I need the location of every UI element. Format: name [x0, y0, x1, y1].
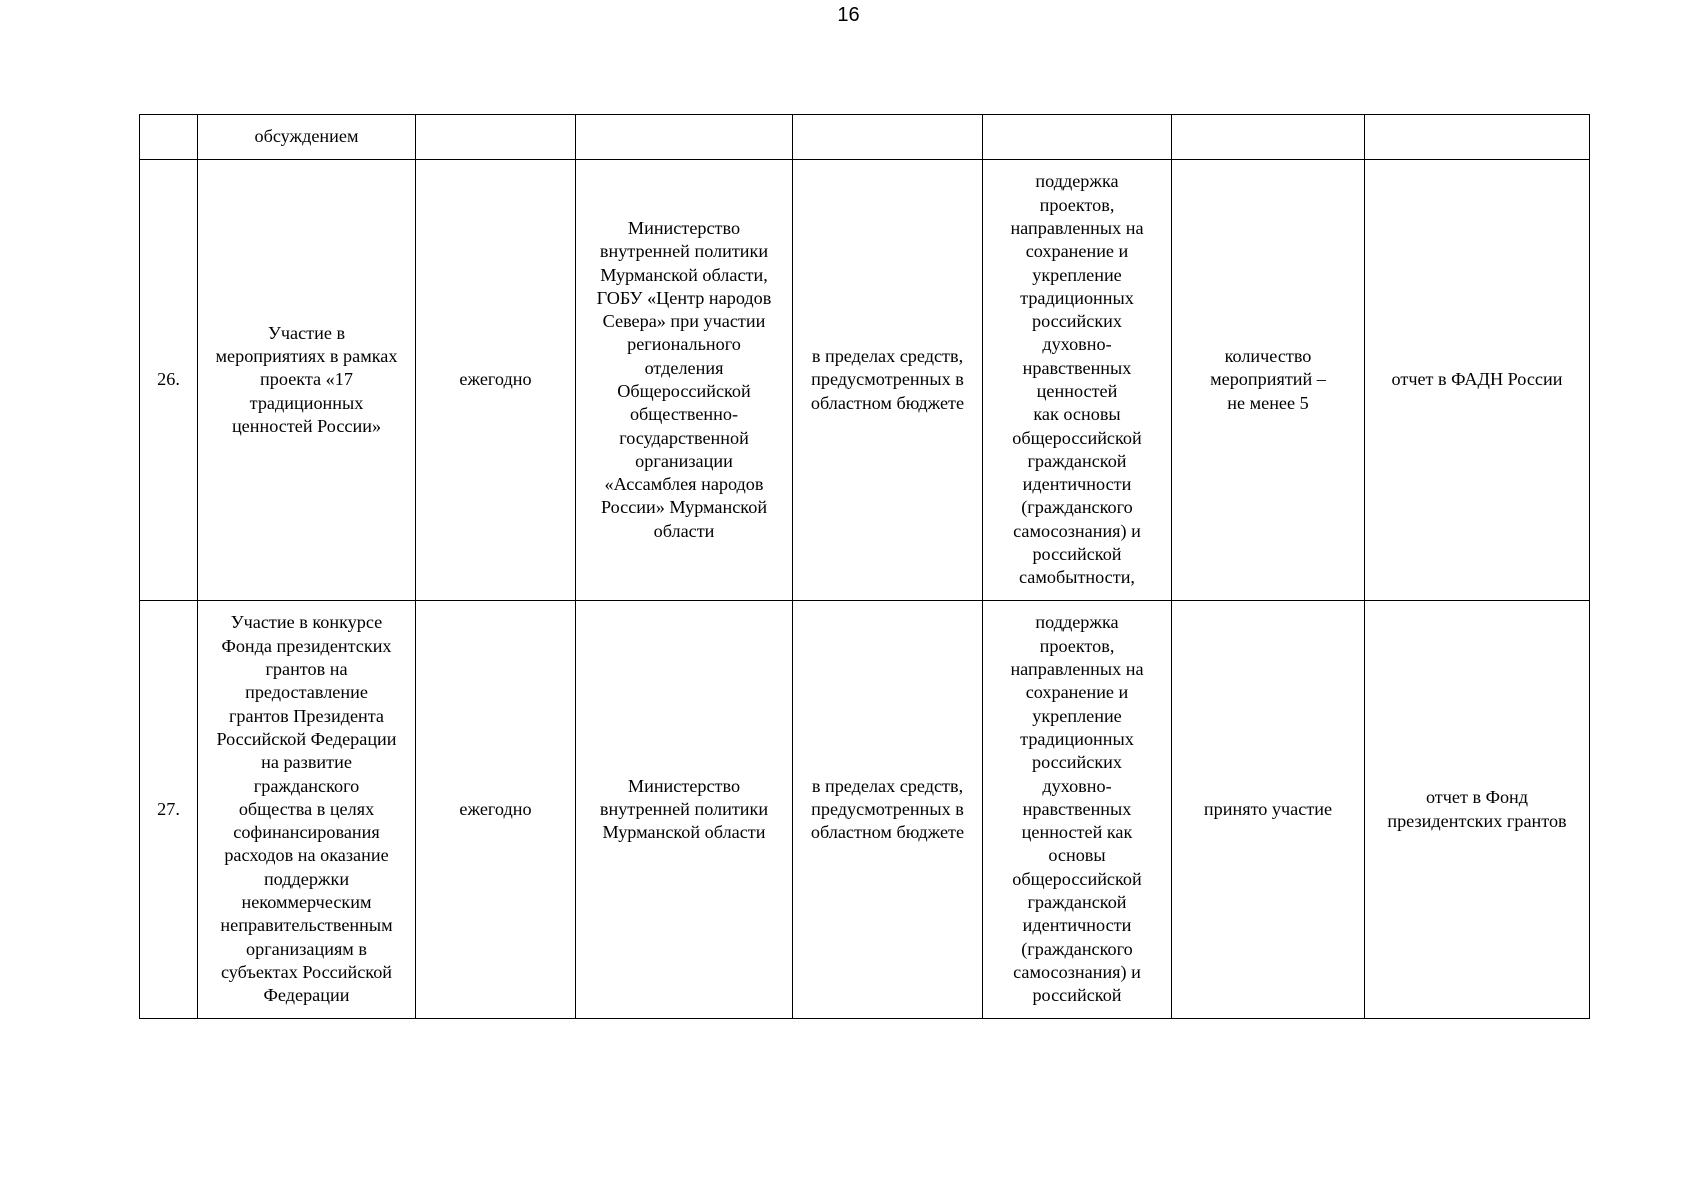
indicator-cell — [1172, 601, 1365, 1019]
cell-text-line: направленных на — [1010, 659, 1144, 680]
cell-text-line: самобытности, — [1019, 567, 1135, 588]
cell-text-line: ценностей как — [1021, 822, 1133, 843]
funding-cell — [793, 115, 983, 160]
cell-text-line: областном бюджете — [810, 822, 965, 843]
table-row — [140, 160, 1590, 601]
goal-cell — [983, 160, 1172, 601]
cell-text-line: проекта «17 — [260, 369, 353, 390]
cell-text-line: Участие в — [267, 322, 346, 343]
report-cell — [1365, 601, 1590, 1019]
cell-text-line: поддержка — [1035, 171, 1119, 192]
cell-text-line: направленных на — [1010, 217, 1144, 238]
cell-text-line: как основы — [1033, 404, 1121, 425]
cell-text-line: укрепление — [1032, 705, 1122, 726]
goal-cell — [983, 601, 1172, 1019]
period-cell — [416, 601, 576, 1019]
number-cell: 26. — [140, 160, 198, 601]
cell-text-line: грантов на — [265, 659, 348, 680]
cell-text-line: внутренней политики — [599, 241, 769, 262]
cell-text-line: нравственных — [1022, 357, 1132, 378]
cell-text-line: ежегодно — [459, 369, 532, 390]
table-row-continuation — [140, 115, 1590, 160]
cell-text-line: грантов Президента — [228, 705, 385, 726]
cell-text-line: гражданской — [1027, 892, 1127, 913]
indicator-cell — [1172, 115, 1365, 160]
cell-text-line: нравственных — [1022, 798, 1132, 819]
report-cell — [1365, 115, 1590, 160]
cell-text-line: сохранение и — [1025, 682, 1129, 703]
cell-text-line: духовно- — [1042, 334, 1112, 355]
cell-text-line: основы — [1048, 845, 1106, 866]
cell-text-line: Российской Федерации — [216, 728, 397, 749]
cell-text-line: предусмотренных в — [811, 369, 964, 390]
cell-text-line: регионального — [627, 334, 741, 355]
cell-text-line: российской — [1032, 985, 1122, 1006]
cell-text-line: проектов, — [1039, 635, 1115, 656]
cell-text-line: самосознания) и — [1013, 520, 1141, 541]
cell-text-line: общероссийской — [1012, 868, 1142, 889]
cell-text-line: российской — [1032, 544, 1122, 565]
cell-text-line: общероссийской — [1012, 427, 1142, 448]
cell-text-line: отчет в ФАДН России — [1391, 369, 1563, 390]
cell-text-line: Федерации — [263, 985, 350, 1006]
cell-text-line: организациям в — [246, 938, 367, 959]
cell-text-line: государственной — [619, 427, 749, 448]
cell-text-line: российских — [1032, 311, 1122, 332]
plan-table — [139, 114, 1590, 1019]
cell-text-line: Министерство — [627, 775, 741, 796]
cell-text-line: отчет в Фонд — [1425, 787, 1529, 808]
event-cell — [198, 160, 416, 601]
cell-text-line: отделения — [644, 357, 724, 378]
cell-text-line: мероприятий – — [1210, 369, 1326, 390]
cell-text-line: Мурманской области — [602, 822, 766, 843]
cell-text-line: идентичности — [1022, 474, 1132, 495]
event-cell — [198, 601, 416, 1019]
cell-text-line: внутренней политики — [599, 798, 769, 819]
cell-text-line: не менее 5 — [1227, 392, 1309, 413]
cell-text-line: принято участие — [1203, 798, 1333, 819]
cell-text-line: обсуждением — [254, 126, 359, 147]
event-cell — [198, 115, 416, 160]
cell-text-line: поддержки — [263, 868, 350, 889]
cell-text-line: идентичности — [1022, 915, 1132, 936]
cell-text-line: сохранение и — [1025, 241, 1129, 262]
cell-text-line: ценностей России» — [231, 415, 382, 436]
cell-text-line: организации — [635, 450, 733, 471]
cell-text-line: традиционных — [249, 392, 364, 413]
cell-text-line: количество — [1224, 346, 1312, 367]
cell-text-line: общества в целях — [238, 798, 375, 819]
cell-text-line: софинансирования — [233, 822, 380, 843]
cell-text-line: ГОБУ «Центр народов — [596, 287, 772, 308]
cell-text-line: Министерство — [627, 217, 741, 238]
cell-text-line: традиционных — [1020, 728, 1134, 749]
cell-text-line: расходов на оказание — [224, 845, 389, 866]
cell-text-line: областном бюджете — [810, 392, 965, 413]
report-cell — [1365, 160, 1590, 601]
number-cell: 27. — [140, 601, 198, 1019]
cell-text-line: поддержка — [1035, 612, 1119, 633]
cell-text-line: Фонда президентских — [221, 635, 392, 656]
cell-text-line: духовно- — [1042, 775, 1112, 796]
cell-text-line: предусмотренных в — [811, 798, 964, 819]
cell-text-line: области — [653, 520, 715, 541]
cell-text-line: в пределах средств, — [811, 775, 964, 796]
cell-text-line: Мурманской области, — [600, 264, 768, 285]
funding-cell — [793, 601, 983, 1019]
cell-text-line: России» Мурманской — [600, 497, 768, 518]
cell-text-line: (гражданского — [1021, 938, 1133, 959]
table-row — [140, 601, 1590, 1019]
cell-text-line: общественно- — [629, 404, 739, 425]
period-cell — [416, 115, 576, 160]
cell-text-line: субъектах Российской — [220, 961, 393, 982]
cell-text-line: традиционных — [1020, 287, 1134, 308]
cell-text-line: президентских грантов — [1387, 810, 1567, 831]
executor-cell — [576, 115, 793, 160]
cell-text-line: Севера» при участии — [602, 311, 766, 332]
cell-text-line: ценностей — [1036, 381, 1118, 401]
cell-text-line: мероприятиях в рамках — [215, 346, 398, 367]
cell-text-line: Участие в конкурсе — [230, 612, 383, 633]
cell-text-line: проектов, — [1039, 194, 1115, 215]
cell-text-line: в пределах средств, — [811, 346, 964, 367]
goal-cell — [983, 115, 1172, 160]
page-number: 16 — [837, 4, 860, 26]
cell-text-line: некоммерческим — [241, 892, 372, 913]
funding-cell — [793, 160, 983, 601]
number-cell — [140, 115, 198, 160]
cell-text-line: неправительственным — [220, 915, 393, 936]
cell-text-line: на развитие — [261, 752, 352, 773]
cell-text-line: ежегодно — [459, 798, 532, 819]
cell-text-line: российских — [1032, 752, 1122, 773]
executor-cell — [576, 160, 793, 601]
indicator-cell — [1172, 160, 1365, 601]
cell-text-line: самосознания) и — [1013, 961, 1141, 982]
cell-text-line: укрепление — [1032, 264, 1122, 285]
period-cell — [416, 160, 576, 601]
cell-text-line: «Ассамблея народов — [604, 474, 764, 495]
cell-text-line: гражданского — [253, 775, 360, 796]
cell-text-line: предоставление — [245, 682, 368, 703]
cell-text-line: Общероссийской — [617, 381, 751, 401]
executor-cell — [576, 601, 793, 1019]
cell-text-line: гражданской — [1027, 450, 1127, 471]
cell-text-line: (гражданского — [1021, 497, 1133, 518]
